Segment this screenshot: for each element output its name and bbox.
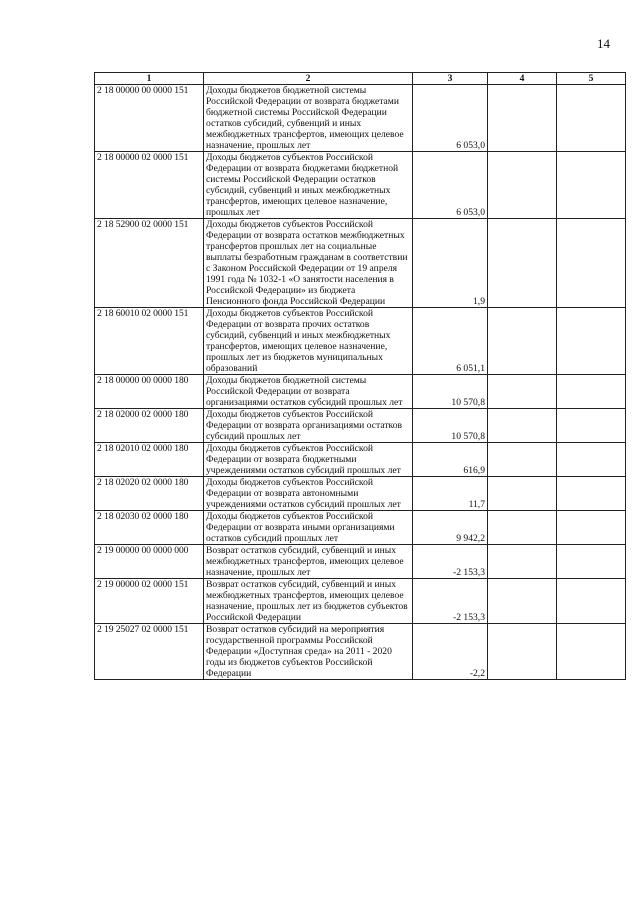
table-row bbox=[95, 375, 626, 409]
header-col-4: 4 bbox=[488, 73, 557, 85]
table-header-row bbox=[95, 73, 626, 85]
row-amount: 6 051,1 bbox=[413, 308, 488, 375]
row-col-5 bbox=[557, 477, 626, 511]
row-amount: 6 053,0 bbox=[413, 85, 488, 152]
row-col-4 bbox=[488, 375, 557, 409]
row-col-4 bbox=[488, 511, 557, 545]
row-col-5 bbox=[557, 219, 626, 308]
table-row bbox=[95, 511, 626, 545]
row-code: 2 18 00000 00 0000 151 bbox=[95, 85, 204, 152]
row-col-4 bbox=[488, 443, 557, 477]
row-code: 2 19 00000 00 0000 000 bbox=[95, 545, 204, 579]
row-col-5 bbox=[557, 152, 626, 219]
row-name: Возврат остатков субсидий на мероприятия государственной программы Российской Федерации «Доступная среда» на 2011 - 2020 годы из бюджетов субъектов Российской Федерации bbox=[204, 624, 413, 680]
header-col-1: 1 bbox=[95, 73, 204, 85]
header-col-3: 3 bbox=[413, 73, 488, 85]
row-name: Доходы бюджетов субъектов Российской Федерации от возврата организациями остатков субсидий прошлых лет bbox=[204, 409, 413, 443]
table-row bbox=[95, 477, 626, 511]
row-col-5 bbox=[557, 85, 626, 152]
table-row bbox=[95, 624, 626, 680]
row-col-4 bbox=[488, 85, 557, 152]
row-col-4 bbox=[488, 545, 557, 579]
row-amount: -2 153,3 bbox=[413, 579, 488, 624]
row-amount: -2 153,3 bbox=[413, 545, 488, 579]
row-col-4 bbox=[488, 409, 557, 443]
row-col-5 bbox=[557, 579, 626, 624]
row-name: Доходы бюджетов субъектов Российской Федерации от возврата бюджетами бюджетной системы Российской Федерации остатков субсидий, субвенций и иных межбюджетных трансфертов, имеющих целевое назначение, прошлых лет bbox=[204, 152, 413, 219]
row-col-5 bbox=[557, 545, 626, 579]
row-code: 2 19 00000 02 0000 151 bbox=[95, 579, 204, 624]
row-name: Доходы бюджетов бюджетной системы Российской Федерации от возврата бюджетами бюджетной системы Российской Федерации остатков субсидий, субвенций и иных межбюджетных трансфертов, имеющих целевое назначение, прошлых лет bbox=[204, 85, 413, 152]
row-amount: 6 053,0 bbox=[413, 152, 488, 219]
row-amount: 1,9 bbox=[413, 219, 488, 308]
row-name: Доходы бюджетов субъектов Российской Федерации от возврата прочих остатков субсидий, субвенций и иных межбюджетных трансфертов, имеющих целевое назначение, прошлых лет из бюджетов муниципальных образований bbox=[204, 308, 413, 375]
row-col-5 bbox=[557, 409, 626, 443]
row-name: Доходы бюджетов субъектов Российской Федерации от возврата иными организациями остатков субсидий прошлых лет bbox=[204, 511, 413, 545]
row-col-4 bbox=[488, 579, 557, 624]
header-col-2: 2 bbox=[204, 73, 413, 85]
row-code: 2 18 02010 02 0000 180 bbox=[95, 443, 204, 477]
row-col-5 bbox=[557, 511, 626, 545]
row-code: 2 18 60010 02 0000 151 bbox=[95, 308, 204, 375]
row-amount: 11,7 bbox=[413, 477, 488, 511]
row-amount: -2,2 bbox=[413, 624, 488, 680]
row-col-4 bbox=[488, 477, 557, 511]
row-name: Доходы бюджетов субъектов Российской Федерации от возврата остатков межбюджетных трансфертов прошлых лет на социальные выплаты безработным гражданам в соответствии с Законом Российской Федерации от 19 апреля 1991 года № 1032-1 «О занятости населения в Российской Федерации» из бюджета Пенсионного фонда Российской Федерации bbox=[204, 219, 413, 308]
table-row bbox=[95, 85, 626, 152]
page-number: 14 bbox=[597, 36, 610, 51]
row-name: Возврат остатков субсидий, субвенций и иных межбюджетных трансфертов, имеющих целевое назначение, прошлых лет bbox=[204, 545, 413, 579]
table-row bbox=[95, 409, 626, 443]
row-col-5 bbox=[557, 375, 626, 409]
row-name: Доходы бюджетов субъектов Российской Федерации от возврата бюджетными учреждениями остатков субсидий прошлых лет bbox=[204, 443, 413, 477]
row-code: 2 18 02030 02 0000 180 bbox=[95, 511, 204, 545]
row-code: 2 18 02000 02 0000 180 bbox=[95, 409, 204, 443]
row-name: Доходы бюджетов субъектов Российской Федерации от возврата автономными учреждениями остатков субсидий прошлых лет bbox=[204, 477, 413, 511]
row-col-5 bbox=[557, 443, 626, 477]
row-col-4 bbox=[488, 219, 557, 308]
row-code: 2 18 00000 02 0000 151 bbox=[95, 152, 204, 219]
row-name: Доходы бюджетов бюджетной системы Российской Федерации от возврата организациями остатков субсидий прошлых лет bbox=[204, 375, 413, 409]
row-col-4 bbox=[488, 152, 557, 219]
row-amount: 9 942,2 bbox=[413, 511, 488, 545]
row-amount: 10 570,8 bbox=[413, 409, 488, 443]
row-amount: 10 570,8 bbox=[413, 375, 488, 409]
row-code: 2 19 25027 02 0000 151 bbox=[95, 624, 204, 680]
table-row bbox=[95, 219, 626, 308]
row-col-5 bbox=[557, 308, 626, 375]
row-name: Возврат остатков субсидий, субвенций и иных межбюджетных трансфертов, имеющих целевое назначение, прошлых лет из бюджетов субъектов Российской Федерации bbox=[204, 579, 413, 624]
row-code: 2 18 52900 02 0000 151 bbox=[95, 219, 204, 308]
table-row bbox=[95, 443, 626, 477]
table-row bbox=[95, 579, 626, 624]
row-col-5 bbox=[557, 624, 626, 680]
row-amount: 616,9 bbox=[413, 443, 488, 477]
row-col-4 bbox=[488, 624, 557, 680]
budget-table bbox=[94, 72, 626, 680]
table-row bbox=[95, 545, 626, 579]
header-col-5: 5 bbox=[557, 73, 626, 85]
table-row bbox=[95, 152, 626, 219]
row-code: 2 18 00000 00 0000 180 bbox=[95, 375, 204, 409]
row-code: 2 18 02020 02 0000 180 bbox=[95, 477, 204, 511]
row-col-4 bbox=[488, 308, 557, 375]
table-row bbox=[95, 308, 626, 375]
